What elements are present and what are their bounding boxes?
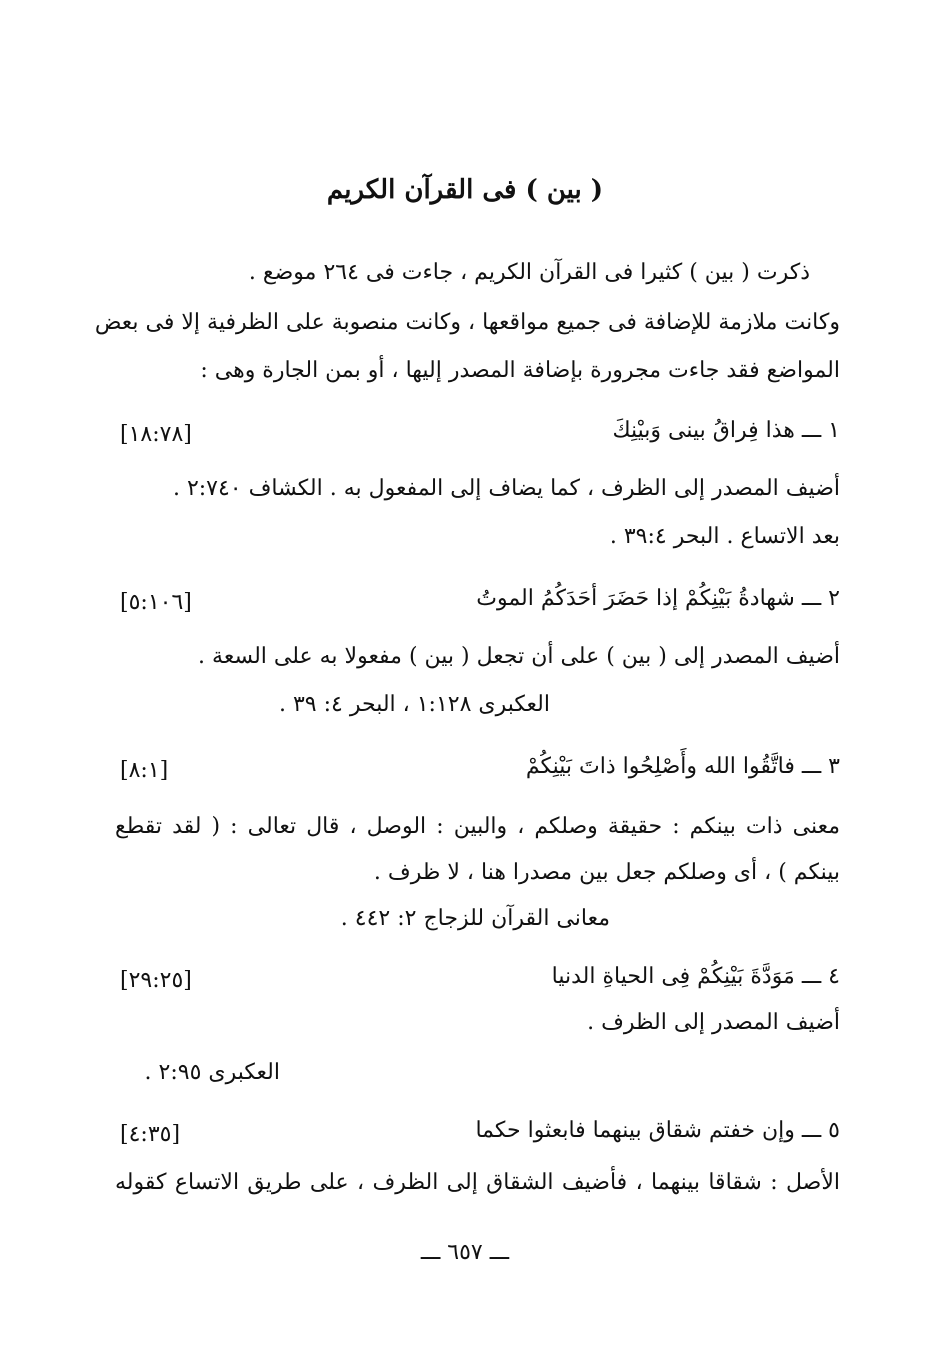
- entry-3-line-1: معنى ذات بينكم : حقيقة وصلكم ، والبين : الوصل ، قال تعالى : ( لقد تقطع: [115, 814, 840, 839]
- intro-line-3: المواضع فقد جاءت مجرورة بإضافة المصدر إليها ، أو بمن الجارة وهى :: [200, 358, 840, 383]
- entry-1-verse: ١ ـــ هذا فِراقُ بينى وَبيْنِكَ: [612, 418, 840, 443]
- entry-3-line-3: معانى القرآن للزجاج ٢: ٤٤٢ .: [340, 906, 610, 931]
- entry-4-line-2: العكبرى ٢:٩٥ .: [144, 1060, 280, 1085]
- entry-4-line-1: أضيف المصدر إلى الظرف .: [587, 1010, 840, 1035]
- entry-5-reference: [٤:٣٥]: [120, 1122, 181, 1147]
- entry-2-reference: [٥:١٠٦]: [120, 590, 192, 615]
- intro-line-1: ذكرت ( بين ) كثيرا فى القرآن الكريم ، جاءت فى ٢٦٤ موضع .: [248, 260, 810, 285]
- entry-3-reference: [٨:١]: [120, 758, 169, 783]
- entry-2-line-2: العكبرى ١:١٢٨ ، البحر ٤: ٣٩ .: [278, 692, 550, 717]
- page-number: ـــ ٦٥٧ ـــ: [420, 1240, 510, 1265]
- entry-5-verse: ٥ ـــ وإن خفتم شقاق بينهما فابعثوا حكما: [475, 1118, 840, 1143]
- intro-line-2: وكانت ملازمة للإضافة فى جميع مواقعها ، وكانت منصوبة على الظرفية إلا فى بعض: [94, 310, 840, 335]
- entry-4-reference: [٢٩:٢٥]: [120, 968, 192, 993]
- entry-4-verse: ٤ ـــ مَوَدَّةَ بَيْنِكُمْ فِى الحياةِ الدنيا: [551, 964, 840, 989]
- entry-1-reference: [١٨:٧٨]: [120, 422, 192, 447]
- entry-1-line-1: أضيف المصدر إلى الظرف ، كما يضاف إلى المفعول به . الكشاف ٢:٧٤٠ .: [172, 476, 840, 501]
- entry-1-line-2: بعد الاتساع . البحر ٣٩:٤ .: [609, 524, 840, 549]
- entry-2-line-1: أضيف المصدر إلى ( بين ) على أن تجعل ( بين ) مفعولا به على السعة .: [198, 644, 840, 669]
- page-title: ( بين ) فى القرآن الكريم: [326, 175, 604, 205]
- entry-2-verse: ٢ ـــ شهادةُ بَيْنِكُمْ إذا حَضَرَ أحَدَكُمُ الموتُ: [476, 586, 840, 611]
- entry-3-line-2: بينكم ) ، أى وصلكم جعل بين مصدرا هنا ، لا ظرف .: [373, 860, 840, 885]
- entry-3-verse: ٣ ـــ فاتَّقُوا الله وأَصْلِحُوا ذاتَ بَيْنِكُمْ: [525, 754, 840, 779]
- entry-5-line-1: الأصل : شقاقا بينهما ، فأضيف الشقاق إلى الظرف ، على طريق الاتساع كقوله: [115, 1170, 840, 1195]
